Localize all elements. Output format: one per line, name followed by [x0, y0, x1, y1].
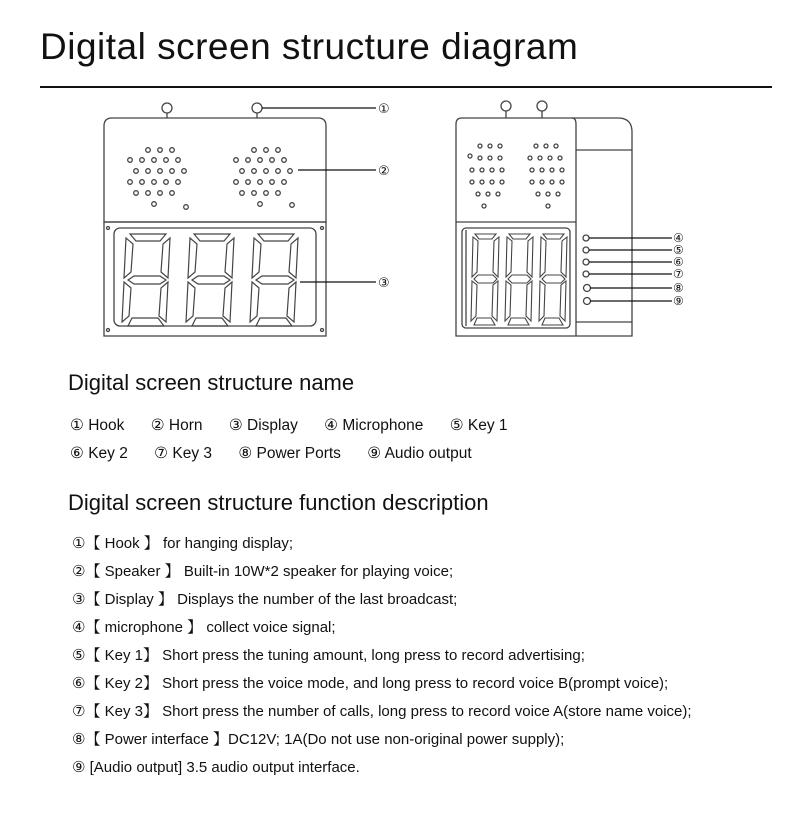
callout-8: ⑧ [673, 281, 684, 295]
names-row-2 [70, 444, 494, 463]
callout-1: ① [378, 102, 390, 117]
function-list [72, 530, 782, 782]
side-ports [583, 235, 591, 305]
name-power-ports: ⑧ Power Ports [238, 445, 341, 462]
function-power: ⑧【 Power interface 】DC12V; 1A(Do not use non-original power supply); [72, 731, 565, 748]
name-horn: ② Horn [150, 417, 203, 434]
callout-7: ⑦ [673, 267, 684, 281]
hook-right [252, 103, 262, 113]
name-key-1: ⑤ Key 1 [449, 417, 508, 434]
side-view [456, 101, 672, 336]
callout-6: ⑥ [673, 255, 684, 269]
callout-5: ⑤ [673, 243, 684, 257]
callout-9: ⑨ [673, 294, 684, 308]
front-view [104, 103, 376, 336]
function-key-2: ⑥【 Key 2】 Short press the voice mode, and long press to record voice B(prompt voice); [72, 675, 669, 692]
function-key-3: ⑦【 Key 3】 Short press the number of calls, long press to record voice A(store name voice); [72, 703, 692, 720]
callout-2: ② [378, 164, 390, 179]
name-display: ③ Display [228, 417, 298, 434]
names-row-1 [70, 416, 530, 435]
function-audio: ⑨ [Audio output] 3.5 audio output interface. [72, 759, 360, 776]
title-divider [40, 86, 772, 88]
function-key-1: ⑤【 Key 1】 Short press the tuning amount, long press to record advertising; [72, 647, 585, 664]
name-key-3: ⑦ Key 3 [154, 445, 212, 462]
display-digits [122, 234, 298, 326]
names-heading: Digital screen structure name [68, 370, 355, 395]
function-microphone: ④【 microphone 】 collect voice signal; [72, 619, 336, 636]
name-hook: ① Hook [70, 417, 125, 434]
function-speaker: ②【 Speaker 】 Built-in 10W*2 speaker for playing voice; [72, 563, 454, 580]
function-display: ③【 Display 】 Displays the number of the last broadcast; [72, 591, 458, 608]
hook-left [162, 103, 172, 113]
function-heading: Digital screen structure function description [68, 490, 489, 515]
name-audio-output: ⑨ Audio output [367, 445, 472, 462]
name-microphone: ④ Microphone [324, 417, 424, 434]
name-key-2: ⑥ Key 2 [70, 445, 128, 462]
speaker-holes-right [234, 148, 295, 208]
page-title: Digital screen structure diagram [40, 26, 579, 67]
speaker-holes-left [128, 148, 189, 210]
callout-3: ③ [378, 276, 390, 291]
callout-4: ④ [673, 231, 684, 245]
device-diagram [0, 90, 790, 350]
function-hook: ①【 Hook 】 for hanging display; [72, 535, 294, 552]
